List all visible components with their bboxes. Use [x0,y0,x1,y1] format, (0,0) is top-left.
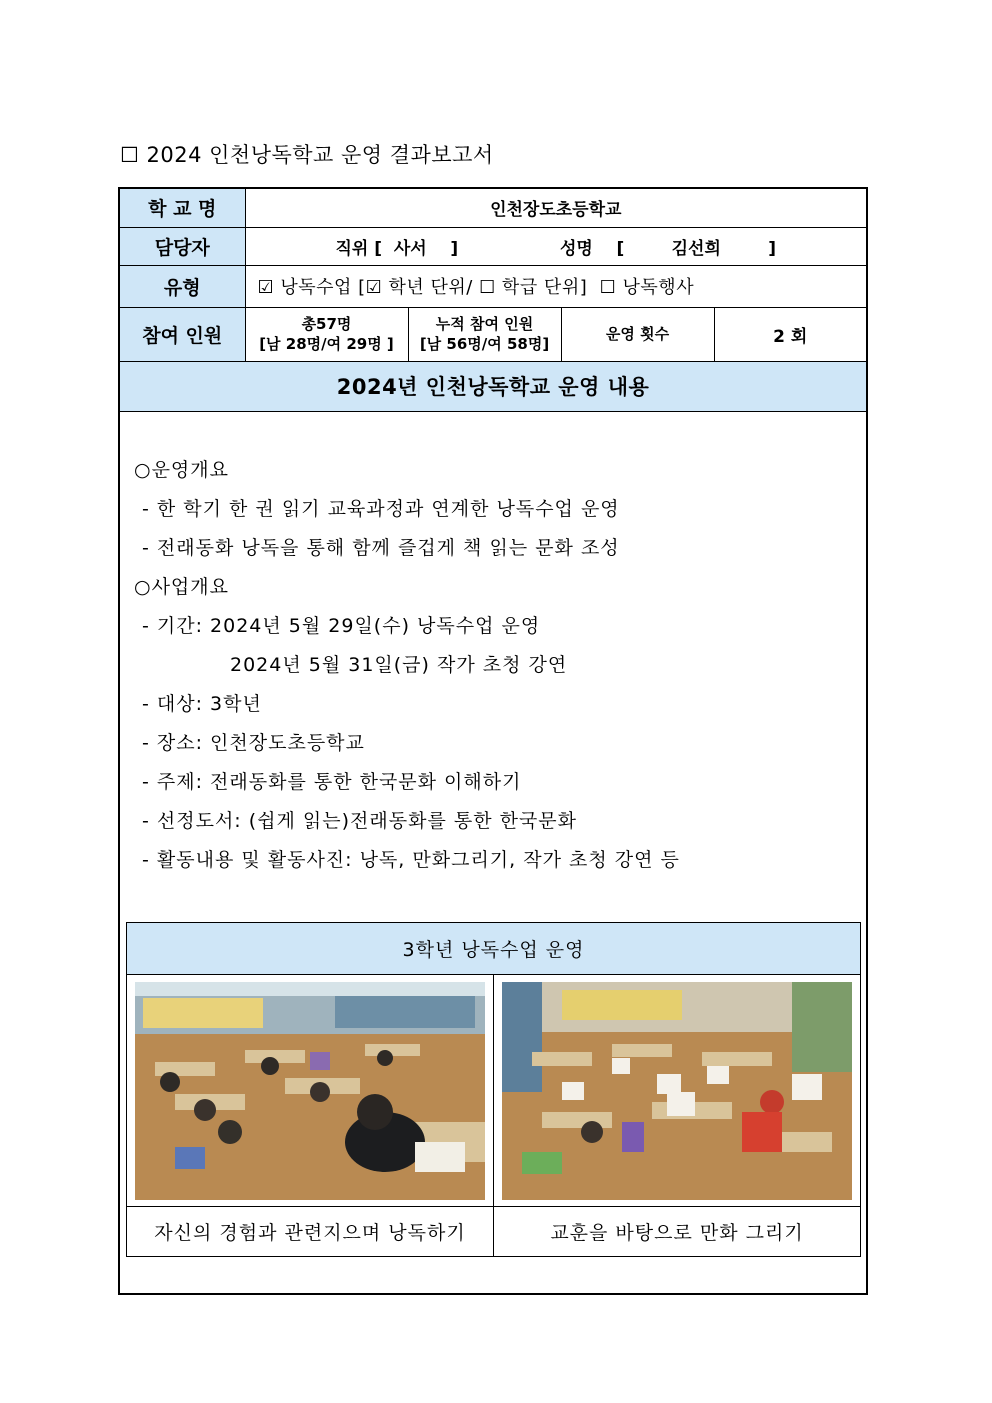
period-line: - 기간: 2024년 5월 29일(수) 낭독수업 운영 [142,615,541,637]
name-text: 성명 [ 김선희 ] [559,238,777,259]
type-value: ☑ 낭독수업 [☑ 학년 단위/ ☐ 학급 단위] ☐ 낭독행사 [245,265,866,307]
photo-cell-right [494,975,861,1207]
position-text: 직위 [ 사서 ] [335,238,459,259]
school-value: 인천장도초등학교 [245,189,866,227]
classroom-photo-right [502,982,852,1200]
activity-line: - 활동내용 및 활동사진: 낭독, 만화그리기, 작가 초청 강연 등 [142,849,680,871]
classroom-photo-left [135,982,485,1200]
book-line: - 선정도서: (쉽게 읽는)전래동화를 통한 한국문화 [142,810,578,832]
photo-caption-right: 교훈을 바탕으로 만화 그리기 [494,1207,861,1257]
manager-label: 담당자 [120,227,245,265]
report-frame [118,187,868,1295]
total-participants [245,307,408,361]
overview-item: - 한 학기 한 권 읽기 교육과정과 연계한 낭독수업 운영 [142,498,620,520]
type-label: 유형 [120,265,245,307]
school-label: 학 교 명 [120,189,245,227]
document-title: ☐ 2024 인천낭독학교 운영 결과보고서 [120,143,494,167]
section-title: 2024년 인천낭독학교 운영 내용 [120,361,866,411]
place-line: - 장소: 인천장도초등학교 [142,732,365,754]
photo-cell-left [127,975,494,1207]
manager-value [245,227,866,265]
period-line-2: 2024년 5월 31일(금) 작가 초청 강연 [230,654,568,676]
photo-caption-left: 자신의 경험과 관련지으며 낭독하기 [127,1207,494,1257]
content-body [134,451,854,880]
photo-table-header: 3학년 낭독수업 운영 [127,923,861,975]
project-heading: ○사업개요 [134,576,229,598]
target-line: - 대상: 3학년 [142,693,262,715]
topic-line: - 주제: 전래동화를 통한 한국문화 이해하기 [142,771,522,793]
info-table [120,189,866,412]
photo-table [126,922,861,1257]
overview-heading: ○운영개요 [134,459,229,481]
cumulative-line2: [남 56명/여 58명] [419,335,550,353]
runs-value: 2 회 [714,307,866,361]
participants-label: 참여 인원 [120,307,245,361]
total-line1: 총57명 [301,315,352,333]
cumulative-participants [408,307,561,361]
cumulative-line1: 누적 참여 인원 [435,315,534,333]
overview-item: - 전래동화 낭독을 통해 함께 즐겁게 책 읽는 문화 조성 [142,537,620,559]
total-line2: [남 28명/여 29명 ] [259,335,394,353]
runs-label: 운영 횟수 [561,307,714,361]
